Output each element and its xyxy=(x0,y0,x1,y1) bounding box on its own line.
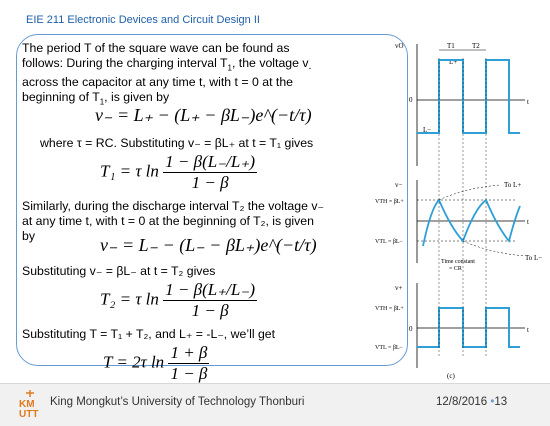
lminus-label: L− xyxy=(423,126,432,134)
vo-t: t xyxy=(527,98,529,106)
p1-line-2b: , the voltage v xyxy=(231,56,309,70)
time-constant-cr: = CR xyxy=(449,266,462,272)
slide-header: EIE 211 Electronic Devices and Circuit Design II xyxy=(26,14,260,26)
waveform-figure xyxy=(375,38,545,383)
equation-1: v₋ = L₊ − (L₊ − βL₋)e^(−t/τ) xyxy=(95,105,312,125)
vminus-label: v− xyxy=(395,181,403,189)
paragraph-2: where τ = RC. Substituting v₋ = βL₊ at t = T₁ gives xyxy=(40,136,314,150)
footer-institution: King Mongkut’s University of Technology Thonburi xyxy=(50,396,305,408)
footer-page-number: 13 xyxy=(494,396,508,408)
kmutt-logo-icon xyxy=(18,389,42,419)
time-constant-label: Time constant xyxy=(441,259,475,265)
p1-line-4a: beginning of T xyxy=(22,90,100,105)
equation-3: v₋ = L₋ − (L₋ − βL₊)e^(−t/τ) xyxy=(100,235,317,255)
equation-4 xyxy=(100,280,257,321)
vminus-t: t xyxy=(527,218,529,226)
p1-line-3: across the capacitor at any time t, with t = 0 at the xyxy=(22,75,294,90)
vth-label: VTH = βL+ xyxy=(375,199,404,205)
eq2-denominator: 1 − β xyxy=(191,173,229,192)
vminus-waveform xyxy=(423,200,520,246)
p3-line-2: at any time t, with t = 0 at the beginning of T₂, is given xyxy=(22,214,314,228)
vplus-waveform xyxy=(417,308,520,347)
t1-label: T1 xyxy=(447,42,455,50)
vplus-label: v+ xyxy=(395,284,403,292)
equation-5 xyxy=(103,343,209,384)
vtl-label: VTL = βL− xyxy=(375,239,403,245)
svg-text:KM: KM xyxy=(19,399,35,410)
p1-line-4b: , is given by xyxy=(104,90,170,105)
paragraph-4: Substituting v₋ = βL₋ at t = T₂ gives xyxy=(22,264,216,278)
vo-zero: 0 xyxy=(409,96,413,104)
p3-line-3: by xyxy=(22,229,35,243)
paragraph-1 xyxy=(22,41,392,110)
p1-sub3: 1 xyxy=(99,97,105,107)
footer-date: 12/8/2016 xyxy=(436,396,488,408)
eq5-numerator: 1 + β xyxy=(170,343,208,362)
eq4-numerator: 1 − β(L₊/L₋) xyxy=(165,280,255,299)
to-lplus-asymptote xyxy=(439,185,500,200)
vth-label-2: VTH = βL+ xyxy=(375,306,404,312)
eq5-lhs: T = 2τ ln xyxy=(103,352,165,372)
eq5-denominator: 1 − β xyxy=(170,364,208,383)
svg-text:UTT: UTT xyxy=(19,409,39,419)
footer-date-page xyxy=(436,396,507,408)
p1-line-1: The period T of the square wave can be found as xyxy=(22,41,290,55)
p1-sub2: - xyxy=(308,63,312,73)
footer-bullet: • xyxy=(490,396,495,408)
equation-2 xyxy=(100,152,257,193)
p1-sub: 1 xyxy=(227,63,232,73)
p1-line-2a: follows: During the charging interval T xyxy=(22,56,228,70)
to-lminus-asymptote xyxy=(463,241,525,256)
eq2-fraction xyxy=(163,152,257,193)
vminus-plot xyxy=(375,180,542,272)
eq2-lhs: T₁ = τ ln xyxy=(100,161,159,181)
eq5-fraction xyxy=(168,343,209,384)
to-lplus-label: To L+ xyxy=(504,181,522,189)
vo-plot xyxy=(395,42,529,166)
vplus-plot xyxy=(375,58,529,380)
vo-label: vO xyxy=(395,42,404,50)
figure-caption: (c) xyxy=(447,372,455,380)
to-lminus-label: To L− xyxy=(525,254,543,262)
vo-waveform xyxy=(417,60,520,133)
vplus-t: t xyxy=(527,326,529,334)
p3-line-1: Similarly, during the discharge interval T₂ the voltage v₋ xyxy=(22,199,324,213)
paragraph-5: Substituting T = T₁ + T₂, and L₊ = -L₋, we’ll get xyxy=(22,327,276,341)
t2-label: T2 xyxy=(472,42,480,50)
vtl-label-2: VTL = βL− xyxy=(375,345,403,351)
eq4-denominator: 1 − β xyxy=(191,301,229,320)
lplus-label: L+ xyxy=(449,58,458,66)
eq4-lhs: T₂ = τ ln xyxy=(100,289,159,309)
vplus-zero: 0 xyxy=(409,325,413,333)
eq4-fraction xyxy=(163,280,257,321)
eq2-numerator: 1 − β(L₋/L₊) xyxy=(165,152,255,171)
